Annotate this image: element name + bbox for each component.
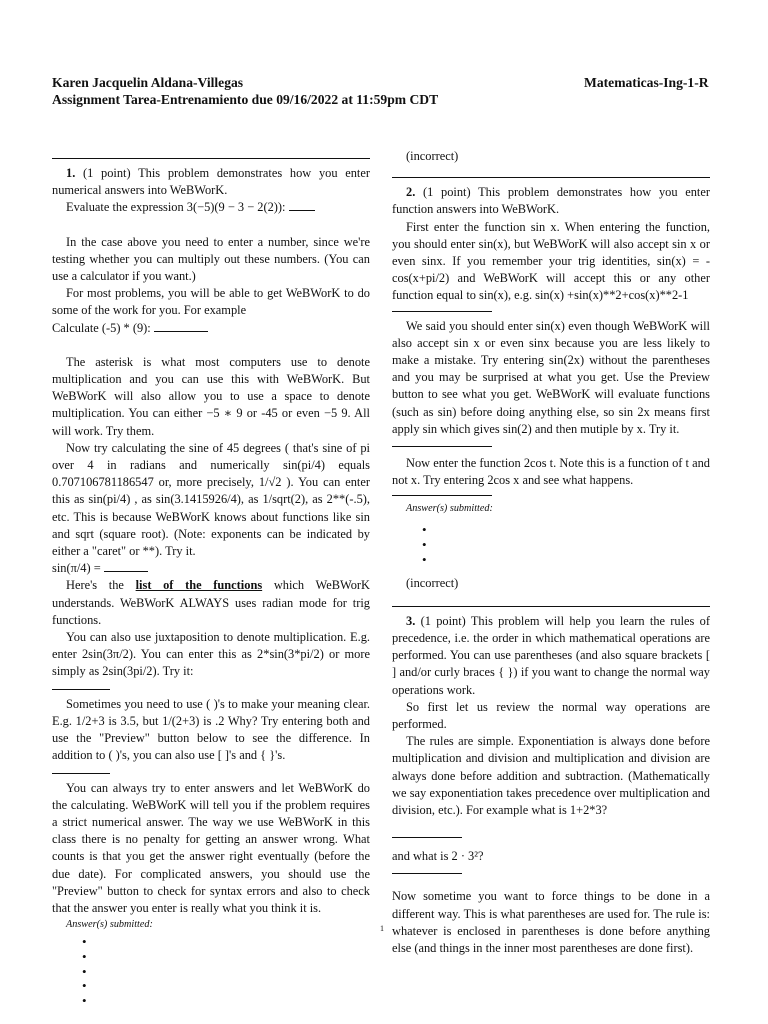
problem3-question2: and what is 2 · 3²?	[392, 849, 484, 864]
sin-prompt: sin(π/4) =	[52, 561, 101, 576]
answer-item	[392, 537, 710, 552]
problem2-number: 2.	[406, 185, 416, 200]
problem3-para3: Now sometime you want to force things to be done in a different way. This is what parentheses are used for. The rule is: whatever is enclosed in parentheses is done before anything else (and things in the inner most parentheses are done first).	[392, 889, 710, 955]
problem3-para1: So first let us review the normal way operations are performed.	[392, 699, 710, 731]
left-column	[52, 150, 370, 1008]
problem-divider	[52, 158, 370, 159]
answers-list-2	[392, 522, 710, 566]
problem3-intro-text: (1 point) This problem will help you learn the rules of precedence, i.e. the order in which mathematical operations are performed. You can use parentheses (and also square brackets [ ] and/or curly braces { }) if you want to change the normal way operations work.	[392, 613, 710, 697]
problem-divider	[392, 177, 710, 178]
answer-item	[392, 522, 710, 537]
answer-item	[392, 552, 710, 567]
problem2-para3: Now enter the function 2cos t. Note this is a function of t and not x. Try entering 2cos x and see what happens.	[392, 456, 710, 488]
answer-blank-5[interactable]	[52, 773, 110, 774]
answer-blank-3[interactable]	[104, 561, 148, 572]
answer-blank-4[interactable]	[52, 689, 110, 690]
problem3-intro	[392, 613, 710, 699]
problem2-intro	[392, 184, 710, 218]
student-name: Karen Jacquelin Aldana-Villegas	[52, 75, 244, 90]
problem1-sin	[52, 560, 370, 577]
answer-blank-7[interactable]	[392, 446, 492, 447]
problem2-status: (incorrect)	[406, 575, 459, 590]
answer-item	[52, 978, 370, 993]
functions-after: which WeBWorK understands. WeBWorK ALWAYS uses radian mode for trig functions.	[52, 578, 370, 627]
problem1-intro	[52, 165, 370, 199]
answer-item	[52, 949, 370, 964]
answers-submitted-label: Answer(s) submitted:	[406, 503, 493, 515]
answer-item	[52, 934, 370, 949]
answer-blank-2[interactable]	[154, 321, 208, 332]
problem1-para5	[52, 577, 370, 629]
problem1-para2: For most problems, you will be able to get WeBWorK to do some of the work for you. For example	[52, 286, 370, 318]
right-column	[392, 148, 710, 957]
problem1-intro-text: (1 point) This problem demonstrates how you enter numerical answers into WeBWorK.	[52, 166, 370, 198]
problem2-para1: First enter the function sin x. When entering the function, you should enter sin(x), but WeBWorK will also accept sin x or even sinx. If you remember your trig identities, sin(x) = -cos(x+pi/2) and WeBWorK will accept this or any other function equal to sin(x), e.g. sin(x) +sin(x)**2+cos(x)**2-1	[392, 219, 710, 303]
problem1-number: 1.	[66, 166, 76, 180]
problem1-para8: You can always try to enter answers and let WeBWorK do the calculating. WeBWorK will tell you if the problem requires a strict numerical answer. The way we use WeBWorK in this class there is no penalty for getting an answer wrong. What counts is that you get the answer right eventually (before the due date). For complicated answers, you should use the "Preview" button to check for syntax errors and also to check that the answer you enter is really what you think it is.	[52, 780, 370, 915]
problem3-number: 3.	[406, 613, 416, 628]
calc-text: Calculate (-5) * (9):	[52, 320, 151, 335]
answer-blank-10[interactable]	[392, 873, 462, 874]
problem1-para7: Sometimes you need to use ( )'s to make your meaning clear. E.g. 1/2+3 is 3.5, but 1/(2+3) is .2 Why? Try entering both and use the "Preview" button below to see the difference. In addition to ( )'s, you can also use [ ]'s and { }'s.	[52, 696, 370, 763]
problem2-intro-text: (1 point) This problem demonstrates how you enter function answers into WeBWorK.	[392, 185, 710, 217]
functions-before: Here's the	[66, 578, 124, 593]
problem1-para6: You can also use juxtaposition to denote multiplication. E.g. enter 2sin(3π/2). You can enter this as 2*sin(3*pi/2) or more simply as 2sin(3pi/2). Try it:	[52, 630, 370, 679]
answer-blank-8[interactable]	[392, 495, 492, 496]
problem2-para2: We said you should enter sin(x) even though WeBWorK will also accept sin x or even sinx because you are less likely to make a mistake. Try entering sin(2x) without the parentheses and you may be surprised at what you get. Use the Preview button to see what you get. WeBWorK will evaluate functions (such as sin) before doing anything else, so sin 2x means first apply sin which gives sin(2) and then mutiple by x. Try it.	[392, 318, 710, 436]
answer-blank-9[interactable]	[392, 837, 462, 838]
problem-divider	[392, 606, 710, 607]
answers-list-1	[52, 934, 370, 1007]
page-number: 1	[380, 924, 384, 933]
functions-list-link[interactable]: list of the functions	[135, 578, 263, 593]
problem1-calc	[52, 320, 370, 337]
answer-blank-1[interactable]	[289, 200, 315, 211]
answer-item	[52, 993, 370, 1008]
answer-blank-6[interactable]	[392, 311, 492, 312]
problem1-para1: In the case above you need to enter a number, since we're testing whether you can multiply out these numbers. (You can use a calculator if you want.)	[52, 234, 370, 284]
problem1-para4: Now try calculating the sine of 45 degrees ( that's sine of pi over 4 in radians and numerically sin(pi/4) equals 0.707106781186547 or, more precisely, 1/√2 ). You can enter this as sin(pi/4) , as sin(3.1415926/4), as 1/sqrt(2), as 2**(-.5), etc. This is because WeBWorK knows about functions like sin and sqrt (square root). (Note: exponents can be indicated by either a "caret" or **). Try it.	[52, 440, 370, 559]
answers-submitted-label: Answer(s) submitted:	[66, 919, 153, 931]
course-name: Matematicas-Ing-1-R	[584, 75, 709, 90]
problem1-evaluate	[52, 199, 370, 216]
problem1-status: (incorrect)	[406, 149, 459, 163]
evaluate-text: Evaluate the expression 3(−5)(9 − 3 − 2(2)):	[66, 200, 286, 215]
answer-item	[52, 964, 370, 979]
problem3-para2: The rules are simple. Exponentiation is always done before multiplication and division and multiplication and division are always done before addition and subtraction. (Mathematically we say exponentiation takes precedence over multiplication and division, etc.). For example what is 1+2*3?	[392, 734, 710, 817]
problem1-para3: The asterisk is what most computers use to denote multiplication and you can use this with WeBWorK. But WeBWorK will also allow you to use a space to denote multiplication. You can either −5 ∗ 9 or -45 or even −5 9. All will work. Try them.	[52, 354, 370, 438]
assignment-title: Assignment Tarea-Entrenamiento due 09/16/2022 at 11:59pm CDT	[52, 92, 439, 107]
